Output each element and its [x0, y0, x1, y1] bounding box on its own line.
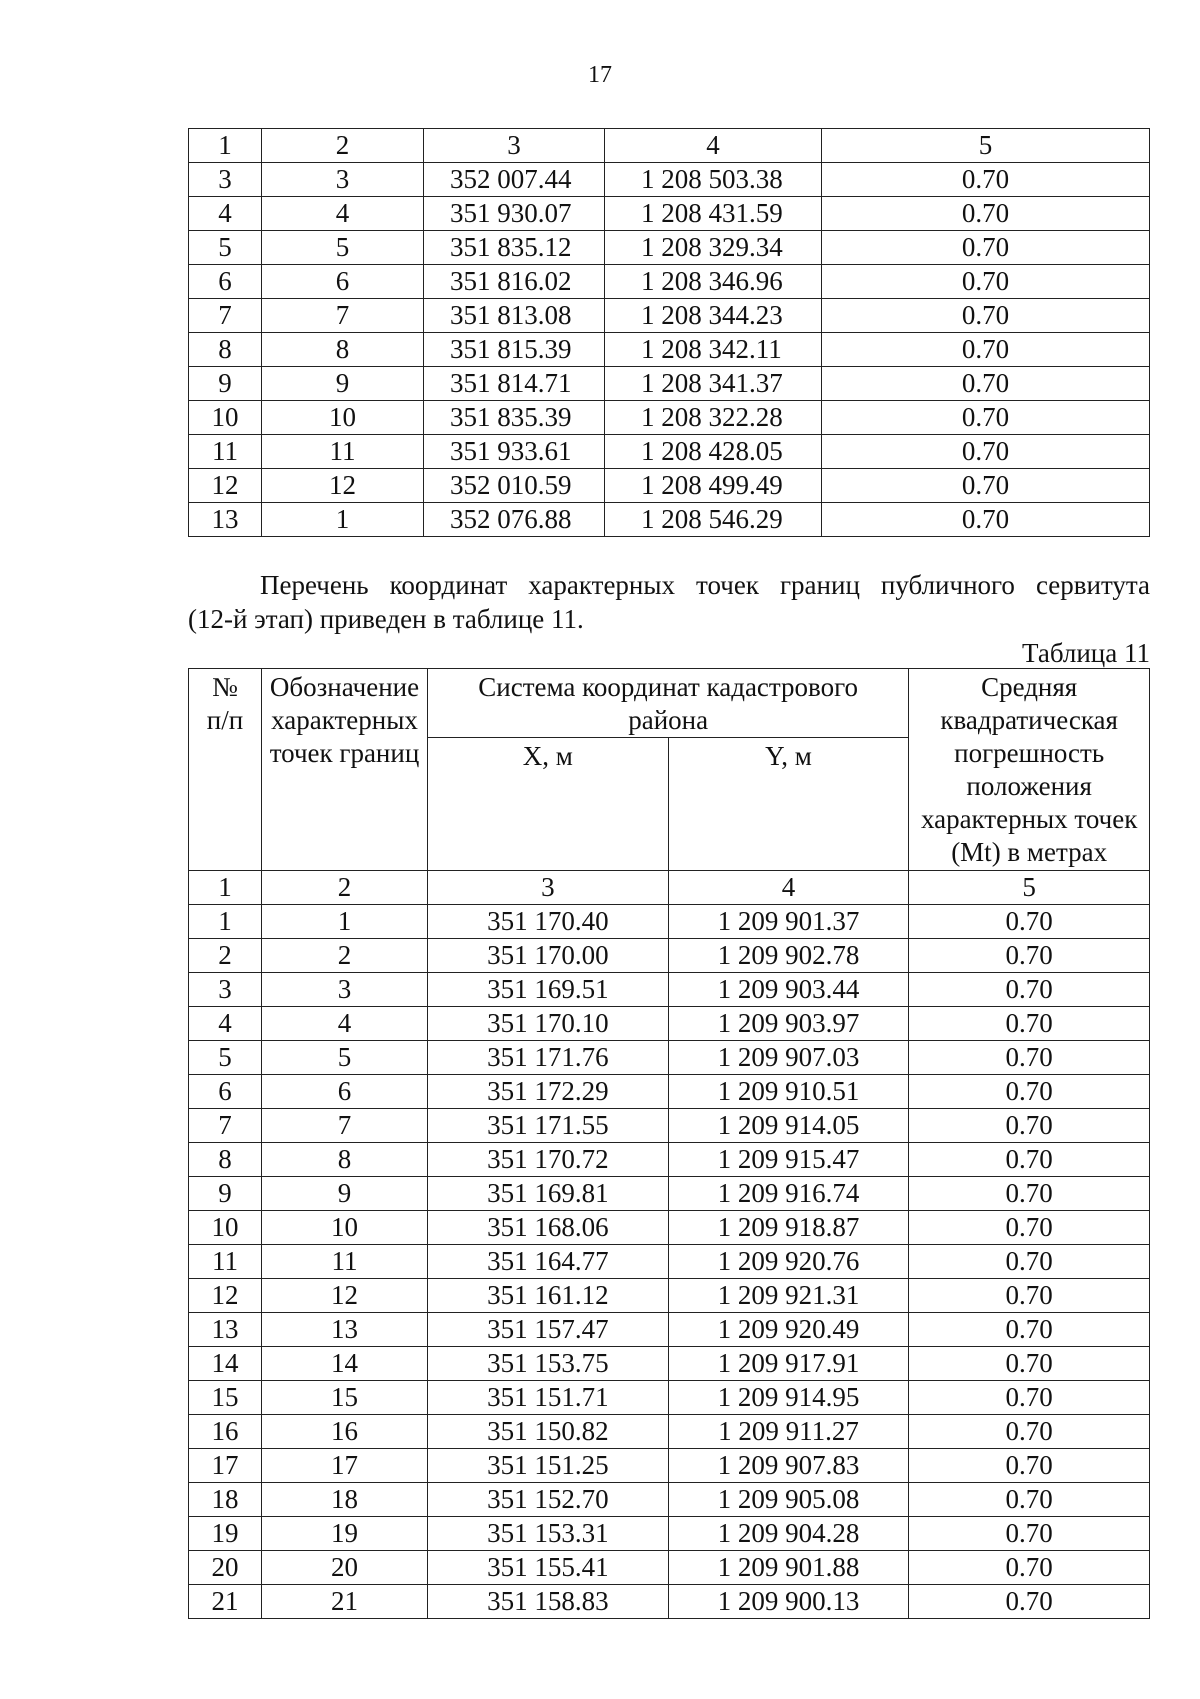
- cell-number: 11: [189, 1245, 262, 1279]
- cell-x: 351 815.39: [424, 333, 605, 367]
- cell-point: 14: [262, 1347, 428, 1381]
- cell-error: 0.70: [822, 503, 1150, 537]
- cell-y: 1 209 901.88: [668, 1551, 909, 1585]
- cell-y: 1 209 920.76: [668, 1245, 909, 1279]
- header-point-designation: Обозначение характерных точек границ: [262, 669, 428, 871]
- cell-x: 351 157.47: [428, 1313, 669, 1347]
- numbering-cell: 4: [605, 129, 822, 163]
- cell-error: 0.70: [909, 1585, 1150, 1619]
- cell-number: 4: [189, 1007, 262, 1041]
- cell-point: 20: [262, 1551, 428, 1585]
- paragraph-line-2: (12-й этап) приведен в таблице 11.: [188, 604, 584, 634]
- cell-error: 0.70: [909, 1551, 1150, 1585]
- table-row: [189, 1585, 1150, 1619]
- cell-error: 0.70: [909, 1177, 1150, 1211]
- table-row: [189, 1313, 1150, 1347]
- cell-point: 19: [262, 1517, 428, 1551]
- cell-x: 351 170.00: [428, 939, 669, 973]
- cell-error: 0.70: [909, 1347, 1150, 1381]
- cell-point: 7: [262, 299, 424, 333]
- cell-error: 0.70: [909, 1381, 1150, 1415]
- cell-x: 351 835.39: [424, 401, 605, 435]
- cell-number: 18: [189, 1483, 262, 1517]
- page-number: 17: [588, 62, 612, 88]
- cell-y: 1 208 431.59: [605, 197, 822, 231]
- cell-point: 7: [262, 1109, 428, 1143]
- cell-error: 0.70: [909, 1313, 1150, 1347]
- cell-point: 12: [262, 469, 424, 503]
- cell-x: 351 933.61: [424, 435, 605, 469]
- cell-y: 1 209 921.31: [668, 1279, 909, 1313]
- cell-x: 351 930.07: [424, 197, 605, 231]
- cell-number: 7: [189, 299, 262, 333]
- cell-y: 1 208 499.49: [605, 469, 822, 503]
- cell-error: 0.70: [909, 1483, 1150, 1517]
- cell-point: 18: [262, 1483, 428, 1517]
- cell-error: 0.70: [822, 163, 1150, 197]
- cell-error: 0.70: [909, 939, 1150, 973]
- cell-point: 11: [262, 1245, 428, 1279]
- cell-point: 21: [262, 1585, 428, 1619]
- cell-number: 1: [189, 905, 262, 939]
- numbering-cell: 3: [424, 129, 605, 163]
- cell-error: 0.70: [822, 197, 1150, 231]
- table-row: [189, 231, 1150, 265]
- cell-x: 351 835.12: [424, 231, 605, 265]
- table-row: [189, 1279, 1150, 1313]
- cell-error: 0.70: [909, 1143, 1150, 1177]
- header-y: Y, м: [668, 738, 909, 871]
- table-row: [189, 299, 1150, 333]
- coordinates-table-continued: [188, 128, 1150, 537]
- cell-number: 13: [189, 1313, 262, 1347]
- cell-x: 351 153.75: [428, 1347, 669, 1381]
- cell-point: 12: [262, 1279, 428, 1313]
- table-row: [189, 401, 1150, 435]
- cell-y: 1 209 916.74: [668, 1177, 909, 1211]
- cell-point: 5: [262, 231, 424, 265]
- table-row: [189, 197, 1150, 231]
- table-row: [189, 1143, 1150, 1177]
- cell-y: 1 209 918.87: [668, 1211, 909, 1245]
- cell-number: 19: [189, 1517, 262, 1551]
- cell-x: 351 171.76: [428, 1041, 669, 1075]
- cell-error: 0.70: [909, 905, 1150, 939]
- table-row: [189, 1347, 1150, 1381]
- numbering-cell: 4: [668, 871, 909, 905]
- paragraph-line-1: Перечень координат характерных точек границ публичного сервитута: [260, 570, 1150, 600]
- cell-error: 0.70: [909, 1245, 1150, 1279]
- cell-y: 1 208 329.34: [605, 231, 822, 265]
- table-row: [189, 1449, 1150, 1483]
- cell-x: 351 150.82: [428, 1415, 669, 1449]
- cell-error: 0.70: [909, 1415, 1150, 1449]
- table-intro-paragraph: [188, 568, 1150, 636]
- cell-y: 1 209 905.08: [668, 1483, 909, 1517]
- table-row: [189, 1177, 1150, 1211]
- cell-error: 0.70: [822, 299, 1150, 333]
- cell-point: 5: [262, 1041, 428, 1075]
- cell-y: 1 209 914.05: [668, 1109, 909, 1143]
- table-row: [189, 333, 1150, 367]
- cell-y: 1 209 907.03: [668, 1041, 909, 1075]
- table-row: [189, 503, 1150, 537]
- cell-x: 351 169.51: [428, 973, 669, 1007]
- cell-point: 10: [262, 401, 424, 435]
- table-row: [189, 1415, 1150, 1449]
- cell-error: 0.70: [822, 231, 1150, 265]
- cell-x: 352 007.44: [424, 163, 605, 197]
- cell-number: 12: [189, 1279, 262, 1313]
- cell-number: 8: [189, 1143, 262, 1177]
- cell-error: 0.70: [909, 1517, 1150, 1551]
- cell-number: 5: [189, 1041, 262, 1075]
- table-row: [189, 905, 1150, 939]
- cell-y: 1 209 911.27: [668, 1415, 909, 1449]
- cell-number: 4: [189, 197, 262, 231]
- header-x: X, м: [428, 738, 669, 871]
- table-row: [189, 973, 1150, 1007]
- cell-error: 0.70: [822, 367, 1150, 401]
- cell-error: 0.70: [909, 1007, 1150, 1041]
- header-number: № п/п: [189, 669, 262, 871]
- table-row: [189, 163, 1150, 197]
- cell-number: 11: [189, 435, 262, 469]
- cell-error: 0.70: [909, 1279, 1150, 1313]
- cell-number: 15: [189, 1381, 262, 1415]
- cell-y: 1 209 914.95: [668, 1381, 909, 1415]
- cell-y: 1 209 902.78: [668, 939, 909, 973]
- table-row: [189, 1517, 1150, 1551]
- header-mean-square-error: Средняя квадратическая погрешность положения характерных точек (Mt) в метрах: [909, 669, 1150, 871]
- table-row: [189, 1075, 1150, 1109]
- cell-number: 3: [189, 163, 262, 197]
- cell-number: 8: [189, 333, 262, 367]
- header-coordinate-system: Система координат кадастрового района: [428, 669, 909, 738]
- cell-number: 20: [189, 1551, 262, 1585]
- cell-number: 16: [189, 1415, 262, 1449]
- cell-x: 351 168.06: [428, 1211, 669, 1245]
- cell-y: 1 209 917.91: [668, 1347, 909, 1381]
- table-numbering-row: [189, 129, 1150, 163]
- cell-error: 0.70: [909, 973, 1150, 1007]
- table-row: [189, 265, 1150, 299]
- cell-number: 7: [189, 1109, 262, 1143]
- numbering-cell: 1: [189, 871, 262, 905]
- table-row: [189, 1109, 1150, 1143]
- numbering-cell: 2: [262, 129, 424, 163]
- numbering-cell: 5: [909, 871, 1150, 905]
- numbering-cell: 5: [822, 129, 1150, 163]
- table-row: [189, 1551, 1150, 1585]
- numbering-cell: 3: [428, 871, 669, 905]
- cell-error: 0.70: [822, 435, 1150, 469]
- cell-y: 1 208 428.05: [605, 435, 822, 469]
- table-row: [189, 939, 1150, 973]
- cell-y: 1 209 903.44: [668, 973, 909, 1007]
- cell-point: 2: [262, 939, 428, 973]
- cell-x: 351 169.81: [428, 1177, 669, 1211]
- table-row: [189, 1381, 1150, 1415]
- cell-point: 4: [262, 197, 424, 231]
- cell-point: 8: [262, 1143, 428, 1177]
- cell-point: 17: [262, 1449, 428, 1483]
- cell-y: 1 208 346.96: [605, 265, 822, 299]
- cell-x: 351 172.29: [428, 1075, 669, 1109]
- numbering-cell: 1: [189, 129, 262, 163]
- cell-point: 16: [262, 1415, 428, 1449]
- coordinates-table-11: [188, 668, 1150, 1619]
- cell-y: 1 208 546.29: [605, 503, 822, 537]
- cell-x: 351 814.71: [424, 367, 605, 401]
- cell-point: 6: [262, 1075, 428, 1109]
- cell-point: 4: [262, 1007, 428, 1041]
- cell-x: 351 151.25: [428, 1449, 669, 1483]
- cell-number: 6: [189, 265, 262, 299]
- cell-number: 10: [189, 1211, 262, 1245]
- cell-number: 3: [189, 973, 262, 1007]
- cell-y: 1 209 907.83: [668, 1449, 909, 1483]
- cell-x: 351 161.12: [428, 1279, 669, 1313]
- cell-error: 0.70: [909, 1211, 1150, 1245]
- cell-number: 6: [189, 1075, 262, 1109]
- cell-error: 0.70: [909, 1109, 1150, 1143]
- cell-error: 0.70: [822, 333, 1150, 367]
- cell-point: 9: [262, 367, 424, 401]
- cell-point: 3: [262, 163, 424, 197]
- cell-x: 351 155.41: [428, 1551, 669, 1585]
- cell-y: 1 209 920.49: [668, 1313, 909, 1347]
- cell-y: 1 209 901.37: [668, 905, 909, 939]
- cell-error: 0.70: [822, 469, 1150, 503]
- cell-point: 3: [262, 973, 428, 1007]
- cell-number: 14: [189, 1347, 262, 1381]
- cell-x: 351 152.70: [428, 1483, 669, 1517]
- table-row: [189, 469, 1150, 503]
- cell-error: 0.70: [909, 1041, 1150, 1075]
- cell-point: 1: [262, 503, 424, 537]
- cell-number: 10: [189, 401, 262, 435]
- cell-x: 351 153.31: [428, 1517, 669, 1551]
- cell-point: 15: [262, 1381, 428, 1415]
- cell-y: 1 209 910.51: [668, 1075, 909, 1109]
- cell-y: 1 208 503.38: [605, 163, 822, 197]
- cell-point: 6: [262, 265, 424, 299]
- cell-error: 0.70: [909, 1449, 1150, 1483]
- cell-point: 11: [262, 435, 424, 469]
- cell-number: 13: [189, 503, 262, 537]
- cell-error: 0.70: [909, 1075, 1150, 1109]
- cell-number: 17: [189, 1449, 262, 1483]
- cell-y: 1 209 900.13: [668, 1585, 909, 1619]
- cell-x: 351 813.08: [424, 299, 605, 333]
- cell-x: 351 171.55: [428, 1109, 669, 1143]
- numbering-cell: 2: [262, 871, 428, 905]
- table-row: [189, 1483, 1150, 1517]
- cell-error: 0.70: [822, 401, 1150, 435]
- cell-point: 8: [262, 333, 424, 367]
- cell-number: 9: [189, 367, 262, 401]
- cell-x: 351 816.02: [424, 265, 605, 299]
- cell-number: 5: [189, 231, 262, 265]
- cell-x: 352 010.59: [424, 469, 605, 503]
- cell-number: 21: [189, 1585, 262, 1619]
- cell-y: 1 209 915.47: [668, 1143, 909, 1177]
- table-row: [189, 1245, 1150, 1279]
- table-row: [189, 367, 1150, 401]
- cell-x: 351 158.83: [428, 1585, 669, 1619]
- cell-y: 1 208 322.28: [605, 401, 822, 435]
- cell-point: 9: [262, 1177, 428, 1211]
- cell-y: 1 209 903.97: [668, 1007, 909, 1041]
- cell-x: 351 151.71: [428, 1381, 669, 1415]
- table-row: [189, 435, 1150, 469]
- table-row: [189, 1211, 1150, 1245]
- cell-x: 351 170.40: [428, 905, 669, 939]
- table-caption: Таблица 11: [1022, 638, 1150, 668]
- table-row: [189, 1041, 1150, 1075]
- cell-y: 1 208 344.23: [605, 299, 822, 333]
- cell-point: 1: [262, 905, 428, 939]
- cell-number: 2: [189, 939, 262, 973]
- cell-y: 1 209 904.28: [668, 1517, 909, 1551]
- cell-error: 0.70: [822, 265, 1150, 299]
- cell-y: 1 208 341.37: [605, 367, 822, 401]
- cell-x: 351 170.10: [428, 1007, 669, 1041]
- cell-number: 12: [189, 469, 262, 503]
- cell-number: 9: [189, 1177, 262, 1211]
- cell-y: 1 208 342.11: [605, 333, 822, 367]
- cell-point: 10: [262, 1211, 428, 1245]
- cell-x: 351 164.77: [428, 1245, 669, 1279]
- cell-x: 352 076.88: [424, 503, 605, 537]
- table-header-row: [189, 669, 1150, 738]
- table-numbering-row: [189, 871, 1150, 905]
- cell-x: 351 170.72: [428, 1143, 669, 1177]
- cell-point: 13: [262, 1313, 428, 1347]
- table-row: [189, 1007, 1150, 1041]
